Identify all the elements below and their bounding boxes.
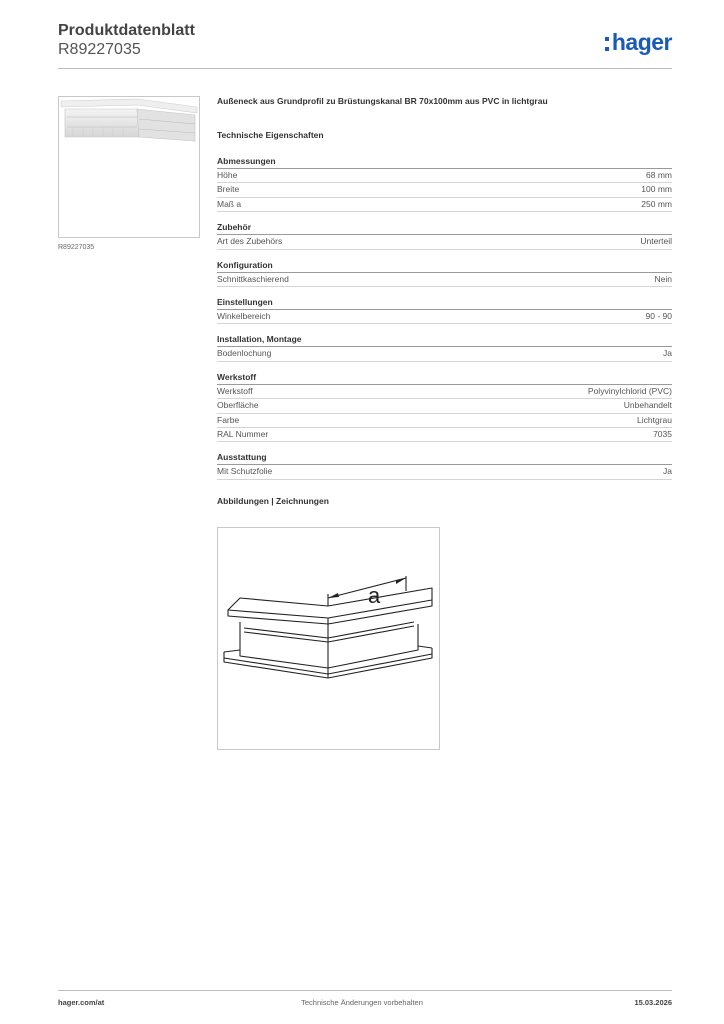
property-value: 250 mm [641,198,672,209]
product-description: Außeneck aus Grundprofil zu Brüstungskanal BR 70x100mm aus PVC in lichtgrau [217,96,548,106]
property-value: Nein [654,273,672,284]
property-groups [217,155,672,480]
product-number: R89227035 [58,41,141,58]
property-value: Unbehandelt [623,400,672,411]
property-label: Mit Schutzfolie [217,466,273,477]
property-row [217,385,672,399]
footer-date: 15.03.2026 [634,998,672,1007]
property-value: Polyvinylchlorid (PVC) [587,385,672,396]
header-divider [58,68,672,69]
product-details [217,95,672,506]
property-row [217,235,672,249]
group-title: Einstellungen [217,296,672,310]
property-row [217,183,672,197]
product-thumbnail [58,96,200,238]
property-value: 7035 [653,429,672,440]
property-row [217,465,672,479]
document-header [58,22,195,59]
group-title: Abmessungen [217,155,672,169]
property-label: Farbe [217,414,240,425]
logo-text: hager [611,29,672,55]
footer-disclaimer: Technische Änderungen vorbehalten [301,998,423,1007]
property-row [217,198,672,212]
property-label: Schnittkaschierend [217,273,289,284]
images-heading: Abbildungen | Zeichnungen [217,495,329,506]
property-label: Maß a [217,198,242,209]
hager-logo[interactable] [605,28,672,56]
property-row [217,273,672,287]
property-label: Höhe [217,170,238,180]
property-group [217,259,672,287]
logo-dots-icon [605,37,609,51]
group-title: Werkstoff [217,371,672,385]
property-label: Art des Zubehörs [217,236,283,247]
technical-properties-heading: Technische Eigenschaften [217,130,324,140]
property-row [217,414,672,428]
property-value: Ja [663,466,672,477]
footer-website-link[interactable]: hager.com/at [58,998,105,1007]
group-title: Konfiguration [217,259,672,273]
group-title: Zubehör [217,221,672,235]
technical-drawing [217,527,440,750]
corner-drawing-image [218,528,439,749]
property-group [217,155,672,212]
property-label: Breite [217,184,240,195]
property-group [217,296,672,324]
thumbnail-caption: R89227035 [58,244,95,251]
group-title: Ausstattung [217,451,672,465]
property-group [217,333,672,361]
property-label: Winkelbereich [217,311,271,322]
property-row [217,347,672,361]
property-group [217,221,672,249]
property-label: Bodenlochung [217,348,272,359]
footer-divider [58,990,672,991]
property-row [217,310,672,324]
property-group [217,371,672,443]
property-row [217,399,672,413]
property-label: Werkstoff [217,385,253,396]
property-group [217,451,672,479]
property-value: 68 mm [646,170,672,180]
property-label: RAL Nummer [217,429,269,440]
property-row [217,428,672,442]
property-value: 90 - 90 [645,311,672,322]
group-title: Installation, Montage [217,333,672,347]
property-value: Lichtgrau [637,414,672,425]
property-label: Oberfläche [217,400,259,411]
page-title: Produktdatenblatt [58,22,195,39]
product-photo-image [59,97,199,237]
dimension-label: a [368,583,381,608]
property-value: Unterteil [640,236,672,247]
property-row [217,169,672,183]
property-value: Ja [663,348,672,359]
property-value: 100 mm [641,184,672,195]
